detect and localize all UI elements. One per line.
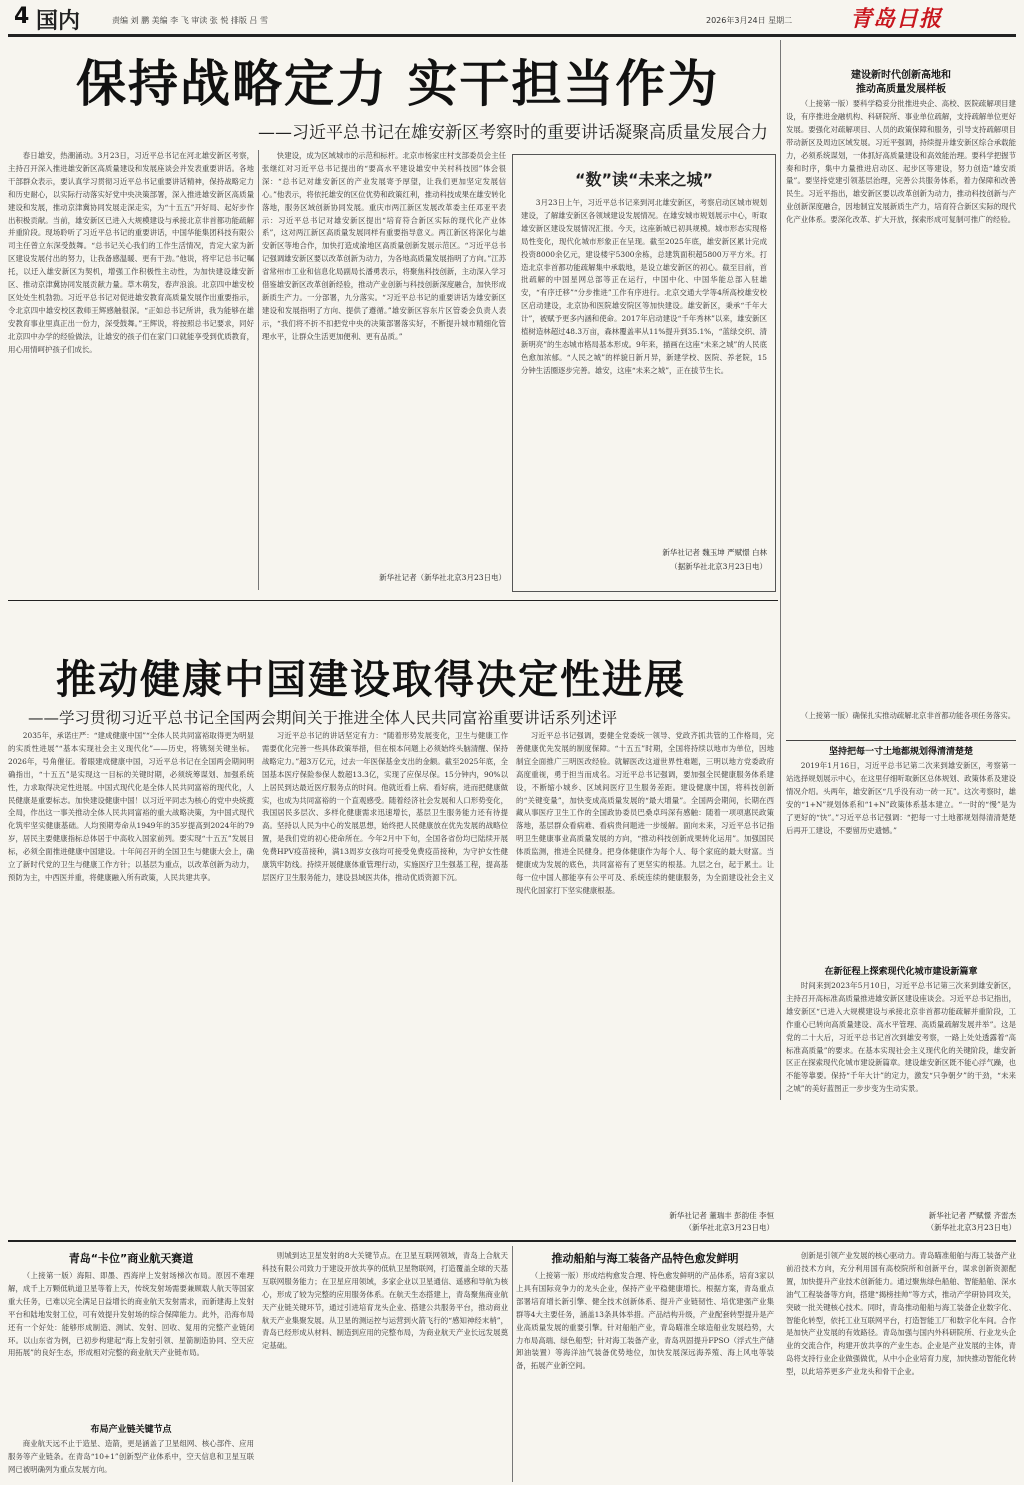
- bottom-a-text-2: 商业航天远不止于造星、造箭，更是涵盖了卫星组网、核心部件、应用服务等产业链条。在青岛“10+1”创新型产业体系中，空天信息和卫星互联网已被明确列为重点发展方向。: [8, 1439, 254, 1474]
- lead-column-1: 春日雄安，热潮涌动。3月23日，习近平总书记在河北雄安新区考察，主持召开深入推进雄安新区高质量建设和发展座谈会并发表重要讲话。各地干部群众表示，要认真学习贯彻习近平总书记重要讲话精神，保持战略定力和历史耐心，以实际行动落实好党中央决策部署，深入推进雄安新区高质量建设和发展，推动京津冀协同发展走深走实，为“十五五”开好局、起好步作出积极贡献。当前，雄安新区已进入大规模建设与承接北京非首都功能疏解并重阶段。现场聆听了习近平总书记的重要讲话，中国华能集团科技有限公司主任曾立东深受鼓舞。“总书记关心我们的工作生活情况，肯定大家为新区建设发展付出的努力，让我备感温暖、更有干劲。”他说，将牢记总书记嘱托，以迁入雄安新区为契机，增强工作积极性主动性，为加快建设雄安新区、推动京津冀协同发展贡献力量。草木萌发，春声浪浪。北京四中雄安校区处处生机勃勃。习近平总书记对促进雄安教育高质量发展作出重要指示，令北京四中雄安校区教师王辉感触很深。“正如总书记所讲，我为能够在雄安教育事业里真正出一份力，深受鼓舞。”王辉说，将按照总书记要求，同好北京四中办学的经验做法，让雄安的孩子们在家门口就能享受到优质教育，用心用情呵护孩子们成长。: [8, 151, 254, 354]
- data-story-byline: 新华社记者 魏玉坤 严赋憬 白林: [662, 548, 767, 557]
- issue-date: 2026年3月24日 星期二: [706, 16, 793, 25]
- bottom-a-subhead: 布局产业链关键节点: [90, 1425, 172, 1435]
- bottom-c-text: （上接第一版）形成结构愈发合理、特色愈发鲜明的产品体系，培育3家以上具有国际竞争力的龙头企业，保持产业平稳健康增长。根据方案，青岛重点部署培育增长新引擎、健全技术创新体系、提升产业链韧性、培优建强产业集群等4大主要任务，涵盖13条具体举措。产品结构升级，产业配套转型提升是产业高质量发展的重要引擎。针对船舶产业，青岛瞄准全球造船业发展趋势，大力布局高端、绿色船型；针对海工装备产业，青岛巩固提升FPSO（浮式生产储卸油装置）等海洋油气装备优势地位，加快发展深远海养殖、海上风电等装备，拓展产业新空间。: [516, 1271, 774, 1371]
- data-story-box: [512, 154, 776, 592]
- second-column-3: 习近平总书记强调，要健全党委统一领导、党政齐抓共管的工作格局，完善健康优先发展的制度保障。“十五五”时期，全国将持续以地市为单位，因地制宜全面推广三明医改经验。就解医改这道世界性难题，三明以地方党委政府高度重视，勇于担当而成名。习近平总书记强调，要加强全民健康服务体系建设，不断缩小城乡、区域间医疗卫生服务差距。建设健康中国，将科技创新的“关键变量”，加快变成高质量发展的“最大增量”。全国两会期间，长期在西藏从事医疗卫生工作的全国政协委员巴桑卓玛深有感触：随着一项项惠民政策落地，基层群众看病难、看病贵问题进一步缓解。面向未来，习近平总书记指明卫生健康事业高质量发展的方向，“推动科技创新成果转化运用”。加强国民体质监测，推进全民健身。把身体健康作为每个人、每个家庭的最大财富。当健康成为发展的底色，共同富裕有了更坚实的根基。九层之台，起于累土。让每一位中国人都能享有公平可及、系统连续的健康服务，为全面建设社会主义现代化国家打下坚实健康根基。: [516, 731, 774, 895]
- second-byline: 新华社记者 董瑞丰 彭韵佳 李恒: [669, 1211, 774, 1220]
- right-head-3: 在新征程上探索现代化城市建设新篇章: [824, 967, 978, 977]
- bottom-a-title: 青岛“卡位”商业航天赛道: [68, 1252, 194, 1265]
- lead-subhead: ——习近平总书记在雄安新区考察时的重要讲话凝聚高质量发展合力: [258, 123, 768, 143]
- right-divider: [786, 740, 1016, 741]
- right-column-divider: [780, 40, 781, 1100]
- second-column-2: 习近平总书记的讲话坚定有力：“随着形势发展变化，卫生与健康工作需要优化完善一些具体政策举措，但在根本问题上必须始终头脑清醒、保持战略定力。”超3万亿元，过去一年医保基金支出的金额。截至2025年底，全国基本医疗保险参保人数超13.3亿，实现了应保尽保。15分钟内，90%以上居民到达最近医疗服务点的时间。他就近看上病、看好病，进而把健康做实，也成为共同富裕的一个直观感受。随着经济社会发展和人口形势变化，我国居民多层次、多样化健康需求迅速增长，基层卫生服务能力还有待提高。坚持以人民为中心的发展思想，始终把人民健康放在优先发展的战略位置，是我们党的初心使命所在。今年2月中下旬，全国各省份均已陆续开展免费HPV疫苗接种，满13周岁女孩均可接受免费疫苗接种，为守护女性健康筑牢防线。持续开展健康体重管理行动，实施医疗卫生强基工程，提高基层医疗卫生服务能力，建设县域医共体，推动优质资源下沉。: [262, 731, 508, 882]
- lead-headline: 保持战略定力 实干担当作为: [76, 55, 720, 113]
- column-divider: [258, 150, 259, 590]
- bottom-c-title: 推动船舶与海工装备产品特色愈发鲜明: [551, 1252, 739, 1265]
- right-byline-source: （新华社北京3月23日电）: [926, 1223, 1016, 1232]
- right-text-3: 时间来到2023年5月10日，习近平总书记第三次来到雄安新区，主持召开高标准高质量推进雄安新区建设座谈会。习近平总书记指出，雄安新区“已进入大规模建设与承接北京非首都功能疏解并重阶段，工作重心已转向高质量建设、高水平管理、高质量疏解发展并举”。这是党的二十大后，习近平总书记首次到雄安考察，一路上处处透露着“高标准高质量”的要求。在基本实现社会主义现代化的关键阶段，雄安新区正在探索现代化城市建设新篇章。建设雄安新区既不能心浮气躁，也不能等靠要。保持“千年大计”的定力，激发“只争朝夕”的干劲，“未来之城”的美好蓝图正一步步变为生动实景。: [786, 981, 1016, 1094]
- data-story-title: “数”读“未来之城”: [574, 170, 714, 189]
- bottom-d-text: 创新是引领产业发展的核心驱动力。青岛瞄准船舶与海工装备产业前沿技术方向，充分利用国有高校院所和创新平台，谋求创新资源配置，加快提升产业技术创新能力。通过聚焦绿色船舶、智能船舶、深水油气工程装备等方向，搭建“揭榜挂帅”等方式，推动产学研协同攻关，突破一批关键核心技术。同时，青岛推动船舶与海工装备企业数字化、智能化转型，依托工业互联网平台，打造智能工厂和数字化车间。合作是加快产业发展的有效路径。青岛加强与国内外科研院所、行业龙头企业的交流合作，构建开放共享的产业生态。企业是产业发展的主体，青岛将支持行业企业做强做优，从中小企业培育力度，加快推动智能化转型，以此培养更多产业龙头和骨干企业。: [786, 1251, 1016, 1377]
- section-rule: [8, 600, 778, 601]
- masthead: [0, 0, 1024, 34]
- right-head-1: 建设新时代创新高地和: [851, 70, 951, 81]
- right-head-1b: 推动高质量发展样板: [856, 84, 946, 95]
- right-text-2: 2019年1月16日，习近平总书记第二次来到雄安新区，考察第一站选择规划展示中心，在这里仔细听取新区总体规划、政策体系及建设情况介绍。头两年，雄安新区“几乎没有动一砖一瓦”。这次考察时，雄安的“1+N”规划体系和“1+N”政策体系基本建立。“一时的“慢”是为了更好的“快”。”习近平总书记强调：“把每一寸土地都规划得清清楚楚后再开工建设，不要留历史遗憾。”: [786, 761, 1016, 835]
- lead-byline: 新华社记者（新华社北京3月23日电）: [379, 573, 506, 582]
- newspaper-logo: 青岛日报: [850, 6, 943, 32]
- data-story-text: 3月23日上午，习近平总书记来到河北雄安新区，考察启动区城市规划建设，了解雄安新区各领域建设发展情况。在雄安城市规划展示中心，听取雄安新区建设发展情况汇报。今天，这座新城已初具规模。城市形态实现格局性变化，现代化城市形象正在呈现。截至2025年底，雄安新区累计完成投资8000余亿元，建设楼宇5300余栋，总建筑面积超5800万平方米。打造北京非首都功能疏解集中承载地，是设立雄安新区的初心。截至目前，首批疏解的中国星网总部等正在运行，中国中化、中国华能总部入驻雄安，“有序迁移”“分步推进”工作有序进行。北京交通大学等4所高校雄安校区启动建设，北京协和医院雄安院区等加快建设。雄安新区，秉承“千年大计”，被赋予更多内涵和使命。2017年启动建设“千年秀林”以来，雄安新区植树造林超过48.3万亩，森林覆盖率从11%提升到35.1%，“蓝绿交织、清新明亮”的生态城市格局基本形成。9年来，描画在这座“未来之城”的人民底色愈加浓郁。“人民之城”的样貌日新月异，新建学校、医院、养老院，15分钟生活圈逐步完善。雄安，这座“未来之城”，正在拔节生长。: [521, 198, 767, 375]
- bottom-a-text: （上接第一版）海阳、即墨、西海岸上发射场梯次布局。原因不难理解，成千上万颗低轨道卫星等着上天，传统发射场需要兼顾载人航天等国家重大任务，已难以完全满足日益增长的商业航天发射需求，而新建海上发射平台和陆地发射工位，可有效提升发射场的综合保障能力。此外，沿海布局还有一个好处：能够形成制造、测试、发射、回收、复用的完整产业链闭环。以山东省为例，已初步构建起“海上发射引领、星箭制造协同、空天应用拓展”的良好生态，形成相对完整的商业航天产业链布局。: [8, 1271, 254, 1358]
- bottom-divider: [512, 1246, 513, 1482]
- right-byline: 新华社记者 严赋憬 齐雷杰: [928, 1211, 1016, 1220]
- bottom-b-text: 则城到达卫星发射的8大关键节点。在卫星互联网领域，青岛上合航天科技有限公司致力于建设开放共享的低轨卫星物联网，打造覆盖全球的天基互联网服务能力；在卫星应用领域，多家企业以卫星通信、遥感和导航为核心，形成了较为完整的应用服务体系。在航天生态搭建上，青岛聚焦商业航天产业链关键环节，通过引进培育龙头企业、搭建公共服务平台，推动商业航天产业集聚发展。从卫星的测运控与运营到火箭飞行的“感知神经末梢”，青岛已经形成从材料、制造到应用的完整布局，为商业航天产业长远发展奠定基础。: [262, 1251, 508, 1351]
- data-story-source: （据新华社北京3月23日电）: [670, 562, 767, 571]
- second-subhead: ——学习贯彻习近平总书记全国两会期间关于推进全体人民共同富裕重要讲话系列述评: [28, 709, 618, 727]
- page-number: 4: [14, 4, 30, 29]
- right-text-1b: （上接第一版）确保扎实推动疏解北京非首都功能各项任务落实。: [800, 711, 1016, 720]
- lead-column-2: 快建设，成为区域城市的示范和标杆。北京市杨家庄村支部委员会主任张继红对习近平总书记提出的“要高水平建设雄安中关村科技园”体会很深：“总书记对雄安新区的产业发展寄予厚望，让我们更加坚定发展信心。”他表示，将依托雄安的区位优势和政策红利，推动科技成果在雄安转化落地，服务区域创新协同发展。重庆市两江新区发展改革委主任邓亚平表示：习近平总书记对雄安新区提出“培育符合新区实际的现代化产业体系”，这对两江新区高质量发展同样有重要指导意义。两江新区将深化与雄安新区等地合作，加快打造成渝地区高质量创新发展示范区。“习近平总书记强调雄安新区要以改革创新为动力，为各地高质量发展指明了方向。”江苏省常州市工业和信息化局副局长潘勇表示，将聚焦科技创新，主动深入学习借鉴雄安新区改革创新经验，推动产业创新与科技创新深度融合，加快形成新质生产力。一分部署，九分落实。“习近平总书记的重要讲话为雄安新区建设和发展指明了方向、提供了遵循。”雄安新区容东片区管委会负责人表示，“我们将不折不扣把党中央的决策部署落实好，不断提升城市精细化管理水平，让群众生活更加便利、更有品质。”: [262, 151, 506, 341]
- second-column-1: 2035年，承诺庄严：“建成健康中国”“全体人民共同富裕取得更为明显的实质性进展”“基本实现社会主义现代化”——历史，将镌刻关键坐标。2026年，号角催征。着眼建成健康中国，习近平总书记在全国两会期间明确指出，“十五五”是实现这一目标的关键时期，必须统筹谋划、加强系统性，力求取得决定性进展。中国式现代化是全体人民共同富裕的现代化，人民健康是重要标志。加快建设健康中国！以习近平同志为核心的党中央统揽全局，作出这一事关推动全体人民共同富裕的重大战略决策，为中国式现代化筑牢坚实健康基础。人均预期寿命从1949年的35岁提高到2024年的79岁，居民主要健康指标总体居于中高收入国家前列。要实现“十五五”发展目标，必须全面推进健康中国建设。十年间召开的全国卫生与健康大会上，确立了新时代党的卫生与健康工作方针；以基层为重点，以改革创新为动力，预防为主，中西医并重，将健康融入所有政策，人民共建共享。: [8, 731, 254, 882]
- right-head-2: 坚持把每一寸土地都规划得清清楚楚: [828, 747, 973, 757]
- bottom-rule: [8, 1240, 1016, 1242]
- section-name: 国内: [36, 9, 81, 34]
- editor-credits: 责编 刘 鹏 美编 李 飞 审读 张 悦 排版 吕 雪: [112, 16, 268, 25]
- right-text-1: （上接第一版）要科学稳妥分批推进央企、高校、医院疏解项目建设，有序推进金融机构、科研院所、事业单位疏解，支持疏解单位更好发展。要强化对疏解项目、人员的政策保障和服务，引导支持疏解项目带动新区及周边区域发展。习近平强调，持续提升雄安新区综合承载能力，必须系统谋划，一体抓好高质量建设和高效能治理。要科学把握节奏和时序，集中力量推进启动区、起步区等建设，努力创造“雄安质量”。要坚持党建引领基层治理，完善公共服务体系，着力保障和改善民生。习近平指出，雄安新区要以改革创新为动力，推动科技创新与产业创新深度融合，因地制宜发展新质生产力，培育符合新区实际的现代化产业体系。要深化改革、扩大开放，探索形成可复制可推广的经验。: [786, 99, 1016, 225]
- second-headline: 推动健康中国建设取得决定性进展: [56, 657, 686, 703]
- top-rule: [8, 34, 1016, 37]
- second-byline-source: （新华社北京3月23日电）: [684, 1223, 774, 1232]
